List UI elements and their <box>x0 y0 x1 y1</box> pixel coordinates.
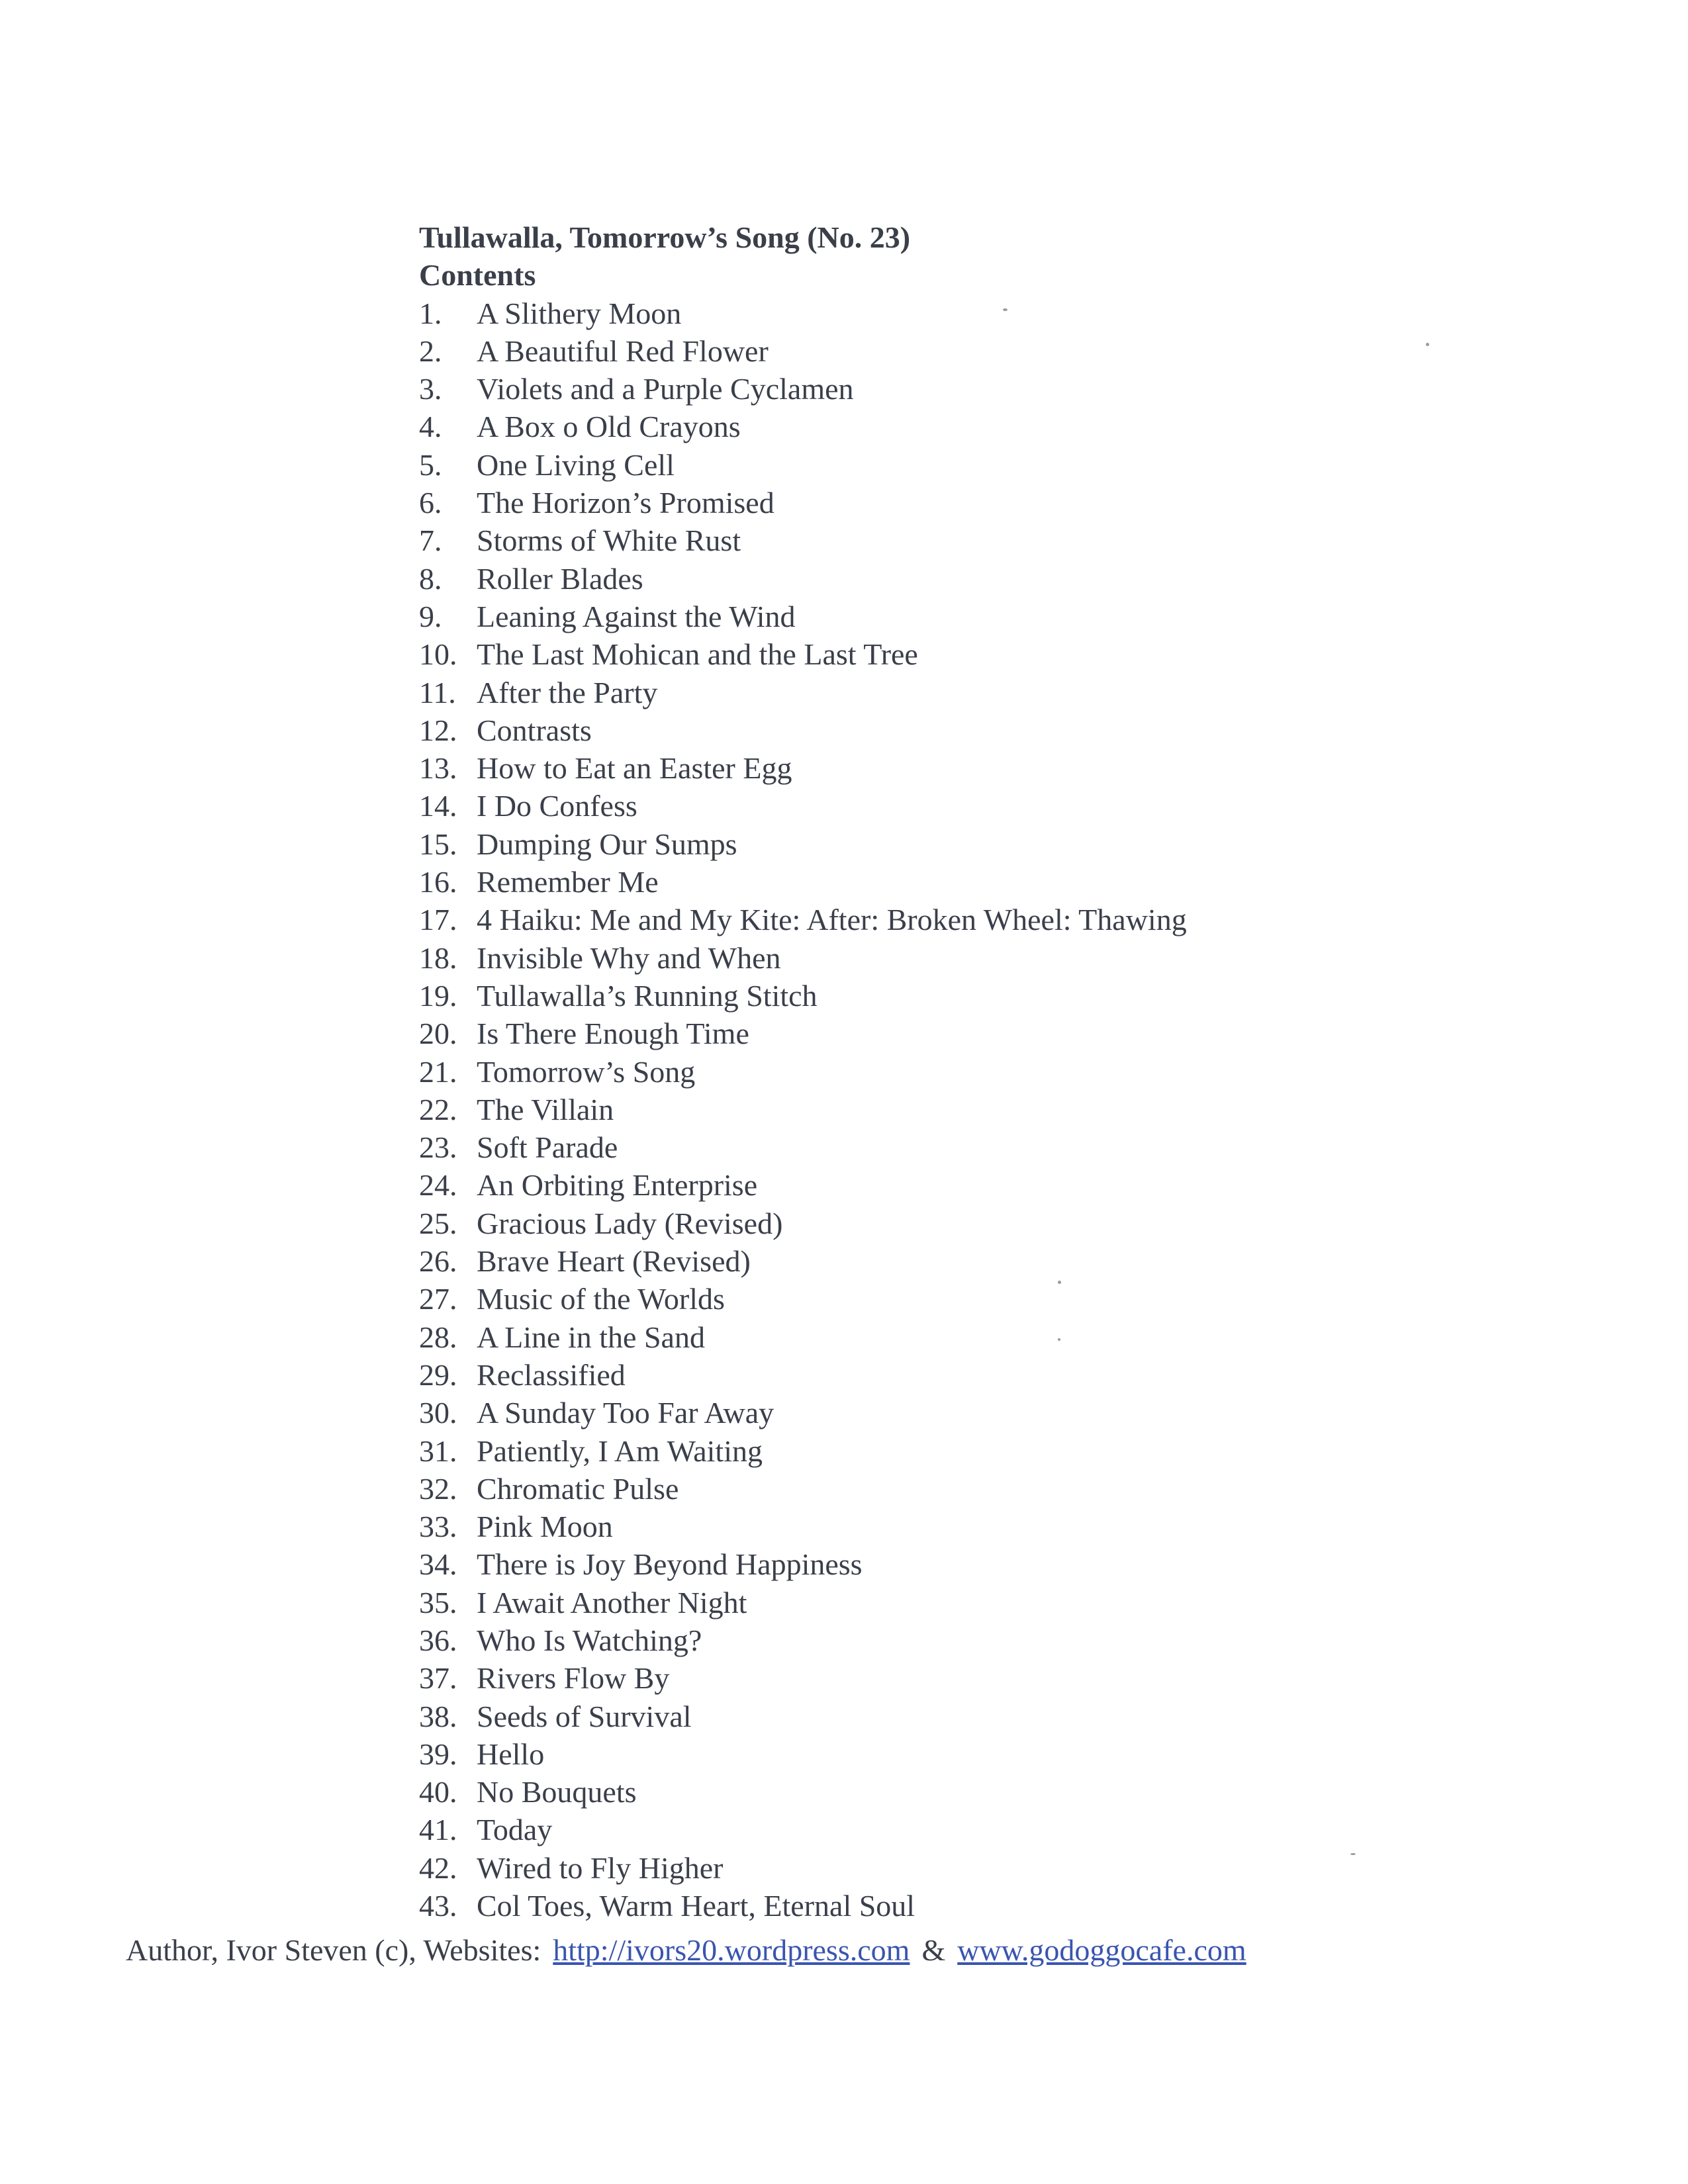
item-number: 29. <box>419 1357 457 1392</box>
item-number: 33. <box>419 1510 457 1544</box>
item-title: 4 Haiku: Me and My Kite: After: Broken Wheel: Thawing <box>477 903 1187 937</box>
item-title: The Last Mohican and the Last Tree <box>477 637 918 672</box>
contents-item <box>419 370 1611 408</box>
item-title: Patiently, I Am Waiting <box>477 1433 763 1468</box>
item-number: 28. <box>419 1320 457 1354</box>
item-number: 17. <box>419 903 457 937</box>
website-link-godoggocafe[interactable]: www.godoggocafe.com <box>957 1933 1246 1967</box>
contents-item <box>419 863 1611 901</box>
contents-item <box>419 522 1611 559</box>
item-title: Chromatic Pulse <box>477 1471 679 1506</box>
item-number: 43. <box>419 1889 457 1923</box>
contents-item <box>419 560 1611 598</box>
contents-item <box>419 1432 1611 1470</box>
item-title: Seeds of Survival <box>477 1699 692 1733</box>
item-number: 31. <box>419 1433 457 1468</box>
item-number: 37. <box>419 1661 457 1696</box>
item-title: Wired to Fly Higher <box>477 1850 724 1885</box>
item-number: 14. <box>419 789 457 823</box>
contents-item <box>419 1166 1611 1204</box>
contents-item <box>419 1811 1611 1848</box>
item-title: Remember Me <box>477 865 659 899</box>
contents-item <box>419 1356 1611 1394</box>
contents-item <box>419 674 1611 711</box>
item-title: A Box o Old Crayons <box>477 410 741 444</box>
item-number: 20. <box>419 1017 457 1051</box>
contents-item <box>419 484 1611 522</box>
item-number: 42. <box>419 1850 457 1885</box>
item-number: 21. <box>419 1054 457 1089</box>
item-number: 5. <box>419 447 442 482</box>
item-title: There is Joy Beyond Happiness <box>477 1547 863 1582</box>
item-number: 4. <box>419 410 442 444</box>
item-number: 39. <box>419 1737 457 1771</box>
item-number: 38. <box>419 1699 457 1733</box>
document-title: Tullawalla, Tomorrow’s Song (No. 23) <box>419 220 911 254</box>
item-title: An Orbiting Enterprise <box>477 1168 758 1203</box>
contents-item <box>419 1242 1611 1280</box>
item-title: The Horizon’s Promised <box>477 486 774 520</box>
website-link-wordpress[interactable]: http://ivors20.wordpress.com <box>553 1933 910 1967</box>
item-title: Gracious Lady (Revised) <box>477 1206 783 1240</box>
contents-item <box>419 901 1611 938</box>
contents-item <box>419 598 1611 635</box>
item-title: Music of the Worlds <box>477 1282 725 1316</box>
contents-item <box>419 408 1611 445</box>
item-title: Dumping Our Sumps <box>477 827 737 861</box>
item-number: 23. <box>419 1130 457 1165</box>
item-title: A Beautiful Red Flower <box>477 334 769 368</box>
contents-item <box>419 825 1611 863</box>
contents-item <box>419 749 1611 787</box>
contents-item <box>419 1584 1611 1621</box>
item-number: 18. <box>419 940 457 975</box>
contents-item <box>419 1205 1611 1242</box>
item-number: 35. <box>419 1585 457 1619</box>
item-number: 19. <box>419 978 457 1013</box>
contents-item <box>419 1508 1611 1545</box>
item-title: Brave Heart (Revised) <box>477 1244 751 1279</box>
contents-item <box>419 1698 1611 1735</box>
contents-item <box>419 1318 1611 1356</box>
scan-speck <box>1003 308 1008 311</box>
item-number: 6. <box>419 486 442 520</box>
contents-item <box>419 1773 1611 1811</box>
item-number: 11. <box>419 675 456 709</box>
item-title: Rivers Flow By <box>477 1661 670 1696</box>
contents-item <box>419 787 1611 825</box>
item-title: Is There Enough Time <box>477 1017 749 1051</box>
item-title: Today <box>477 1813 553 1847</box>
document-header <box>419 218 1544 295</box>
item-number: 30. <box>419 1396 457 1430</box>
scan-speck <box>1426 343 1429 346</box>
item-title: Soft Parade <box>477 1130 618 1165</box>
contents-item <box>419 332 1611 370</box>
item-title: A Slithery Moon <box>477 296 682 330</box>
contents-heading: Contents <box>419 258 536 293</box>
item-title: Col Toes, Warm Heart, Eternal Soul <box>477 1889 915 1923</box>
item-number: 41. <box>419 1813 457 1847</box>
scan-speck <box>1058 1338 1060 1341</box>
contents-item <box>419 711 1611 749</box>
item-title: I Do Confess <box>477 789 637 823</box>
contents-item <box>419 1470 1611 1508</box>
item-title: Tomorrow’s Song <box>477 1054 696 1089</box>
contents-item <box>419 1621 1611 1659</box>
item-number: 36. <box>419 1623 457 1657</box>
contents-item <box>419 977 1611 1015</box>
item-number: 1. <box>419 296 442 330</box>
scan-speck <box>1058 1281 1061 1284</box>
contents-item <box>419 939 1611 977</box>
item-number: 12. <box>419 713 457 747</box>
item-title: A Line in the Sand <box>477 1320 705 1354</box>
item-title: One Living Cell <box>477 447 675 482</box>
item-title: The Villain <box>477 1092 614 1126</box>
item-number: 25. <box>419 1206 457 1240</box>
item-title: Reclassified <box>477 1357 626 1392</box>
item-title: Invisible Why and When <box>477 940 781 975</box>
item-title: Hello <box>477 1737 545 1771</box>
contents-list <box>419 295 1611 1925</box>
item-number: 16. <box>419 865 457 899</box>
item-title: A Sunday Too Far Away <box>477 1396 774 1430</box>
item-number: 13. <box>419 751 457 786</box>
item-number: 40. <box>419 1775 457 1809</box>
contents-item <box>419 1015 1611 1052</box>
item-number: 10. <box>419 637 457 672</box>
link-separator: & <box>921 1933 946 1967</box>
item-title: I Await Another Night <box>477 1585 747 1619</box>
item-title: Who Is Watching? <box>477 1623 702 1657</box>
contents-item <box>419 1280 1611 1318</box>
item-title: Tullawalla’s Running Stitch <box>477 978 818 1013</box>
item-title: Storms of White Rust <box>477 523 741 558</box>
item-number: 24. <box>419 1168 457 1203</box>
contents-item <box>419 1659 1611 1697</box>
item-number: 34. <box>419 1547 457 1582</box>
item-number: 2. <box>419 334 442 368</box>
contents-item <box>419 1849 1611 1887</box>
item-number: 26. <box>419 1244 457 1279</box>
contents-item <box>419 446 1611 484</box>
contents-item <box>419 1735 1611 1773</box>
item-title: Pink Moon <box>477 1510 613 1544</box>
item-title: After the Party <box>477 675 658 709</box>
item-number: 9. <box>419 599 442 633</box>
item-title: No Bouquets <box>477 1775 637 1809</box>
author-credit: Author, Ivor Steven (c), Websites: <box>126 1933 541 1967</box>
item-number: 27. <box>419 1282 457 1316</box>
item-number: 32. <box>419 1471 457 1506</box>
contents-item <box>419 295 1611 332</box>
contents-item <box>419 1053 1611 1091</box>
contents-item <box>419 635 1611 673</box>
item-title: How to Eat an Easter Egg <box>477 751 792 786</box>
item-title: Violets and a Purple Cyclamen <box>477 372 854 406</box>
scan-speck <box>1350 1853 1356 1855</box>
contents-item <box>419 1545 1611 1583</box>
item-number: 7. <box>419 523 442 558</box>
item-number: 3. <box>419 372 442 406</box>
item-title: Roller Blades <box>477 561 643 596</box>
item-title: Leaning Against the Wind <box>477 599 796 633</box>
item-number: 22. <box>419 1092 457 1126</box>
item-number: 8. <box>419 561 442 596</box>
author-footer <box>126 1931 1615 1969</box>
contents-item <box>419 1091 1611 1128</box>
item-title: Contrasts <box>477 713 592 747</box>
item-number: 15. <box>419 827 457 861</box>
contents-item <box>419 1394 1611 1432</box>
contents-item <box>419 1887 1611 1925</box>
contents-item <box>419 1128 1611 1166</box>
